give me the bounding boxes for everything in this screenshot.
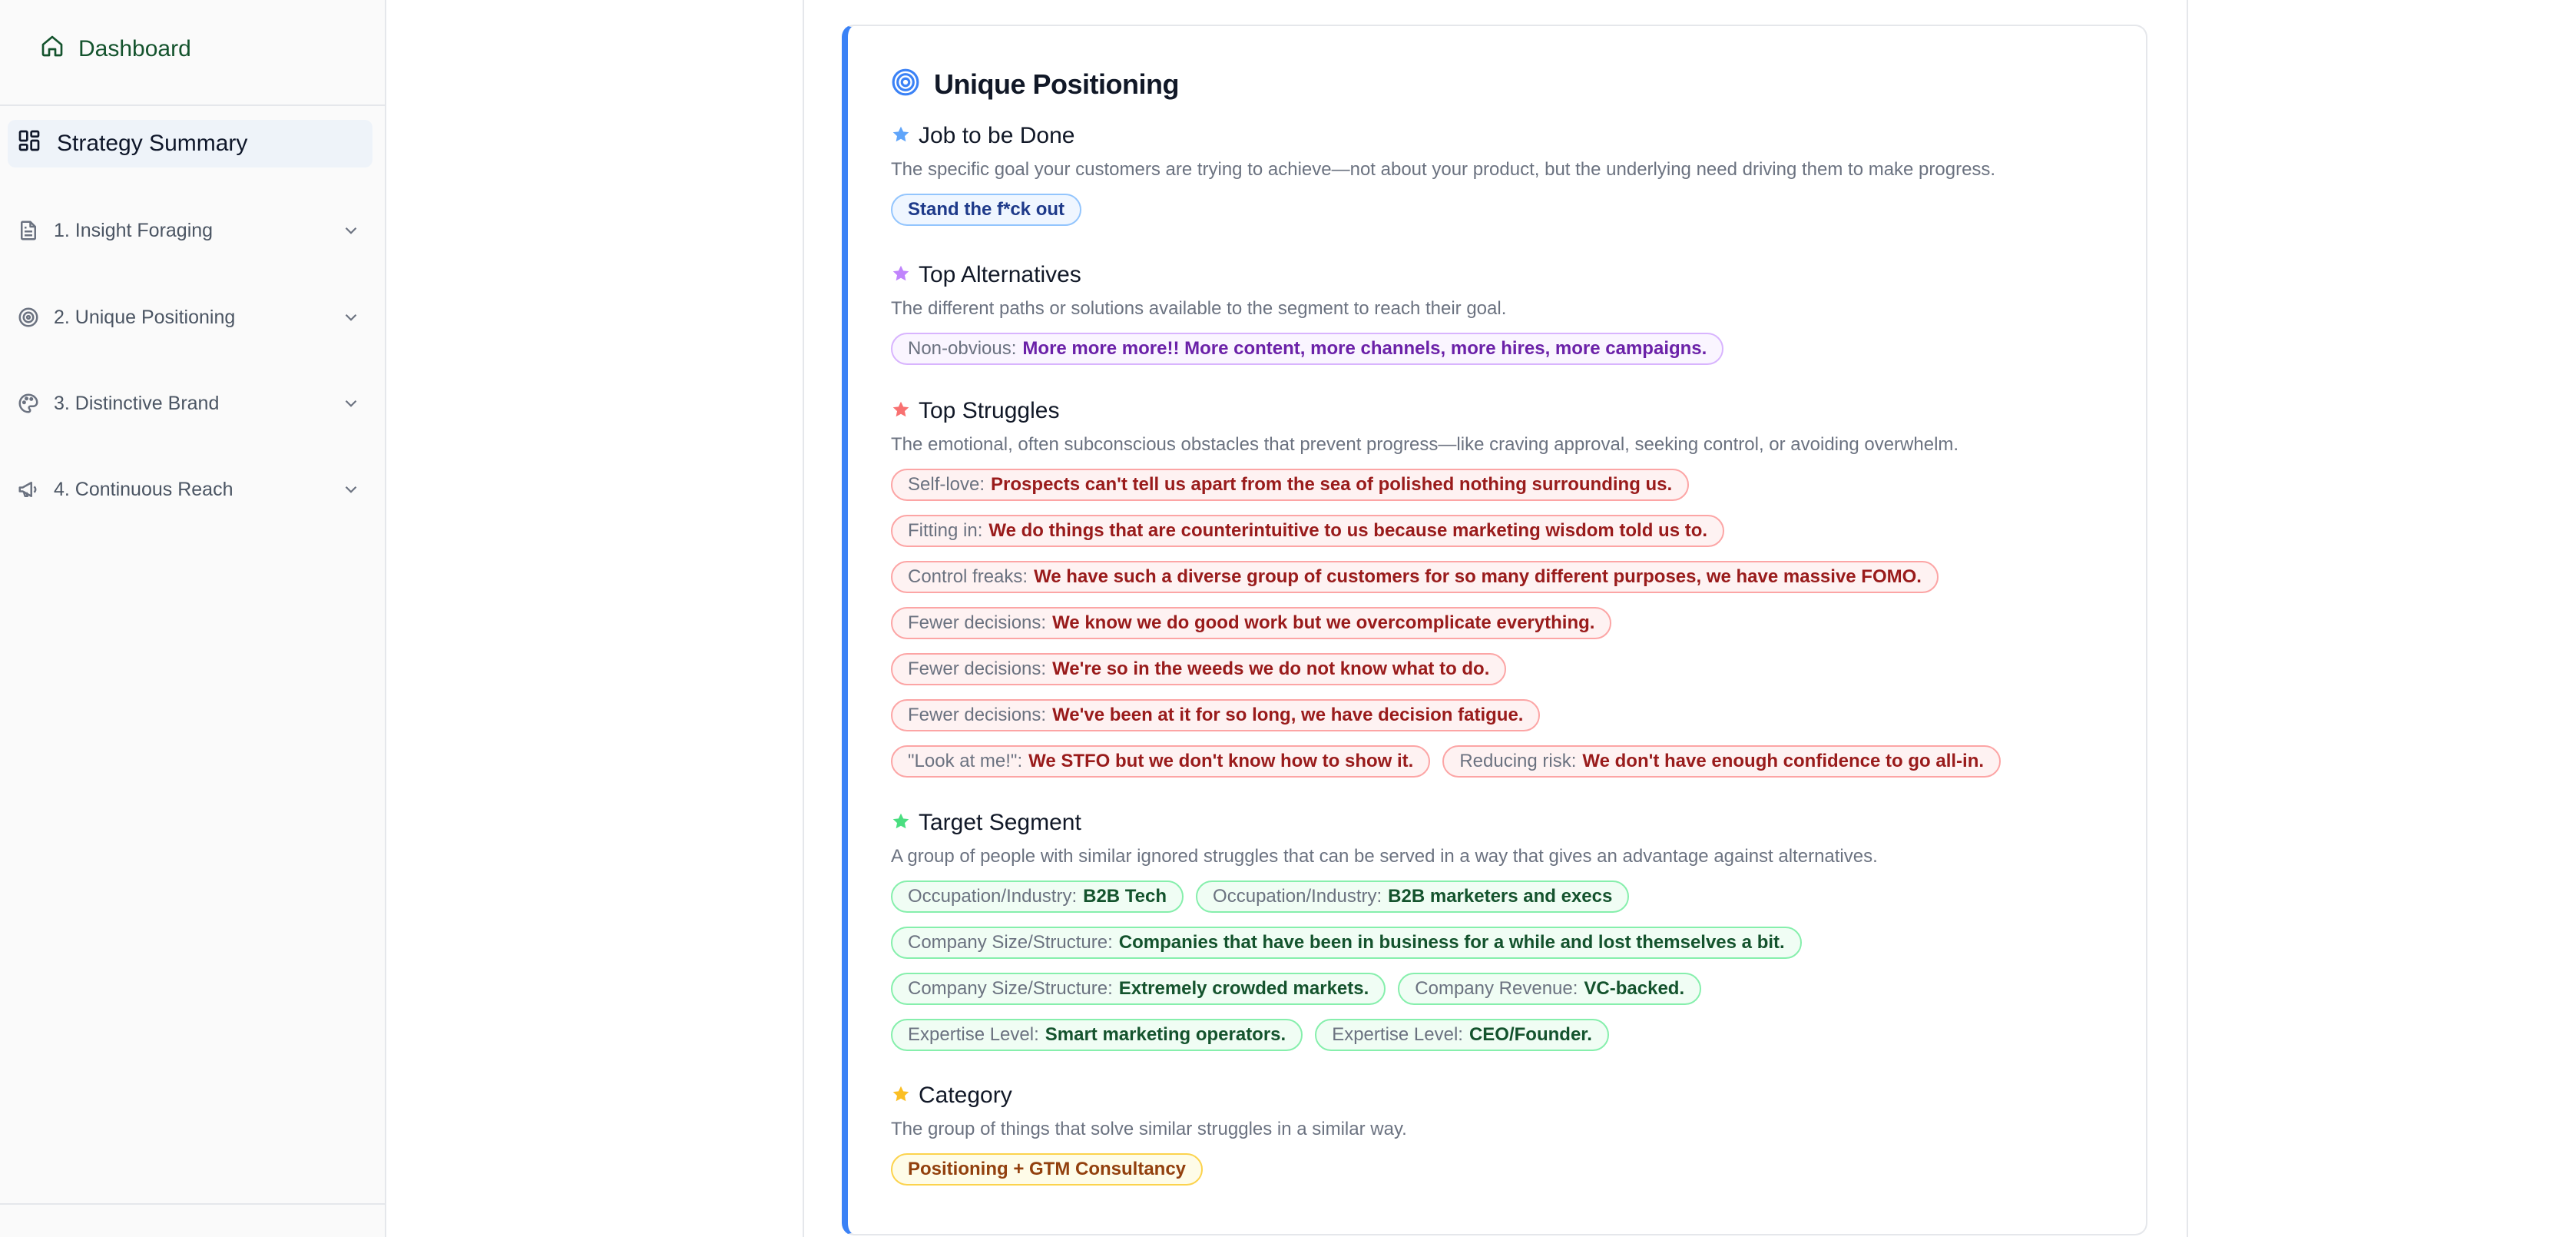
tag: Occupation/Industry: B2B Tech	[891, 880, 1184, 913]
chevron-down-icon[interactable]	[341, 307, 361, 327]
sidebar-header	[0, 0, 385, 106]
sidebar-item-label: 2. Unique Positioning	[54, 306, 236, 328]
section-description: A group of people with similar ignored struggles that can be served in a way that gives an advantage against alternatives.	[891, 846, 1878, 867]
tag: Positioning + GTM Consultancy	[891, 1153, 1203, 1186]
section-top-alternatives	[891, 260, 2120, 379]
section-title: Top Struggles	[919, 398, 1060, 423]
sidebar-item-distinctive-brand[interactable]	[17, 384, 361, 423]
tag: Expertise Level: Smart marketing operators.	[891, 1019, 1303, 1051]
tag: Fewer decisions: We've been at it for so long, we have decision fatigue.	[891, 699, 1540, 731]
card-header	[891, 68, 1179, 101]
section-description: The emotional, often subconscious obstacles that prevent progress—like craving approval, seeking control, or avoiding overwhelm.	[891, 434, 1959, 455]
tag: Fewer decisions: We know we do good work but we overcomplicate everything.	[891, 607, 1611, 639]
grid-icon	[17, 128, 41, 159]
sidebar-item-strategy-summary[interactable]	[8, 120, 372, 167]
tag: Company Size/Structure: Extremely crowded markets.	[891, 973, 1386, 1005]
unique-positioning-card	[842, 25, 2147, 1235]
tag: "Look at me!": We STFO but we don't know how to show it.	[891, 745, 1430, 778]
tag: Fewer decisions: We're so in the weeds we do not know what to do.	[891, 653, 1506, 685]
palette-icon	[17, 392, 40, 415]
tag: Company Size/Structure: Companies that have been in business for a while and lost themselves a bit.	[891, 927, 1802, 959]
section-category	[891, 1081, 2120, 1199]
sidebar-item-label: Strategy Summary	[57, 131, 248, 156]
star-icon	[891, 400, 911, 423]
section-description: The different paths or solutions available to the segment to reach their goal.	[891, 298, 1507, 319]
section-title: Top Alternatives	[919, 262, 1081, 287]
sidebar-item-continuous-reach[interactable]	[17, 470, 361, 509]
section-top-struggles	[891, 396, 2120, 791]
tag: Control freaks: We have such a diverse group of customers for so many different purposes, we have massive FOMO.	[891, 561, 1939, 593]
section-target-segment	[891, 808, 2120, 1065]
sidebar-footer	[0, 1203, 386, 1237]
card-title: Unique Positioning	[934, 68, 1179, 100]
star-icon	[891, 1084, 911, 1108]
home-icon	[40, 34, 65, 65]
section-title: Job to be Done	[919, 123, 1075, 148]
section-job-to-be-done	[891, 121, 2120, 240]
tag: Company Revenue: VC-backed.	[1398, 973, 1701, 1005]
target-icon	[891, 68, 920, 101]
megaphone-icon	[17, 478, 40, 501]
sidebar-item-label: 3. Distinctive Brand	[54, 392, 220, 414]
sidebar-item-label: Dashboard	[78, 36, 191, 61]
section-title: Category	[919, 1083, 1012, 1108]
tag: Fitting in: We do things that are counterintuitive to us because marketing wisdom told us to.	[891, 515, 1724, 547]
chevron-down-icon[interactable]	[341, 393, 361, 413]
chevron-down-icon[interactable]	[341, 221, 361, 240]
tag: Non-obvious: More more more!! More content, more channels, more hires, more campaigns.	[891, 333, 1723, 365]
sidebar-item-dashboard[interactable]	[40, 34, 191, 65]
tag: Expertise Level: CEO/Founder.	[1315, 1019, 1609, 1051]
tag: Reducing risk: We don't have enough confidence to go all-in.	[1442, 745, 2001, 778]
tag: Self-love: Prospects can't tell us apart from the sea of polished nothing surrounding us.	[891, 469, 1689, 501]
document-icon	[17, 219, 40, 242]
sidebar-item-label: 1. Insight Foraging	[54, 219, 214, 241]
star-icon	[891, 264, 911, 287]
sidebar-item-unique-positioning[interactable]	[17, 298, 361, 337]
sidebar-item-label: 4. Continuous Reach	[54, 478, 233, 500]
tag: Stand the f*ck out	[891, 194, 1081, 226]
target-icon	[17, 306, 40, 329]
section-title: Target Segment	[919, 810, 1081, 835]
star-icon	[891, 811, 911, 835]
section-description: The specific goal your customers are trying to achieve—not about your product, but the underlying need driving them to make progress.	[891, 159, 1996, 180]
star-icon	[891, 124, 911, 148]
section-description: The group of things that solve similar struggles in a similar way.	[891, 1119, 1407, 1139]
chevron-down-icon[interactable]	[341, 479, 361, 499]
sidebar-item-insight-foraging[interactable]	[17, 211, 361, 250]
sidebar	[0, 0, 386, 1237]
tag: Occupation/Industry: B2B marketers and execs	[1196, 880, 1629, 913]
